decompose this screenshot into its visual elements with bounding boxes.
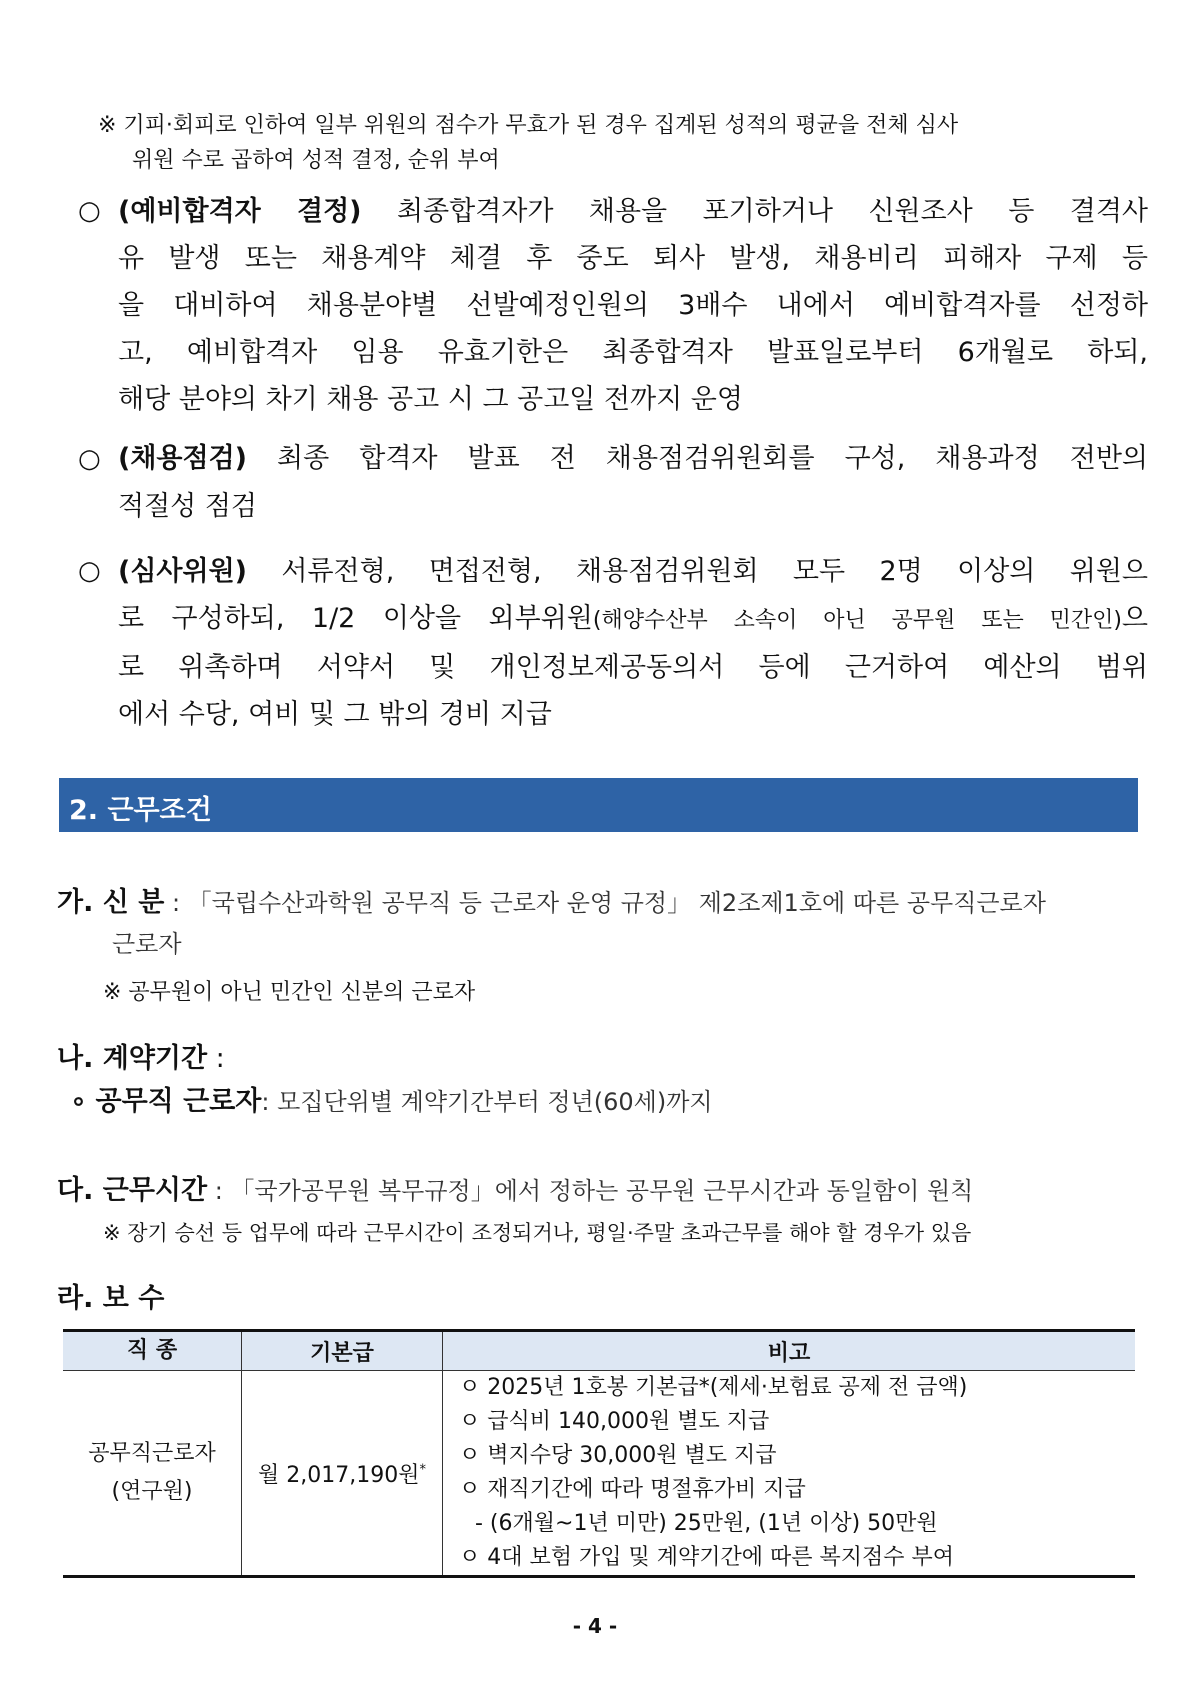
remark-subitem: - (6개월~1년 미만) 25만원, (1년 이상) 50만원 [475, 1511, 938, 1536]
remark-item: ㅇ 4대 보험 가입 및 계약기간에 따른 복지점수 부여 [459, 1545, 954, 1570]
remarks-cell [443, 1371, 1136, 1577]
job-type-cell [63, 1371, 242, 1577]
section-title: 2. 근무조건 [69, 795, 212, 826]
item-text: 최종 합격자 발표 전 채용점검위원회를 구성, 채용과정 전반의 [247, 443, 1148, 474]
subsection-label: 나. 계약기간 [57, 1043, 208, 1074]
review-committee-item [78, 548, 1148, 738]
job-type-line1: 공무직근로자 [88, 1441, 216, 1466]
subsection-text: : 「국립수산과학원 공무직 등 근로자 운영 규정」 제2조제1호에 따른 공무직근로자 [164, 889, 1046, 917]
subsection-label: 라. 보 수 [57, 1283, 165, 1314]
status-text-cont: 근로자 [112, 930, 182, 958]
subsection-label: 가. 신 분 [57, 887, 165, 918]
header-base-pay: 기본급 [242, 1331, 443, 1371]
item-text: 유 발생 또는 채용계약 체결 후 중도 퇴사 발생, 채용비리 피해자 구제 등 [118, 243, 1148, 274]
base-pay-cell [242, 1371, 443, 1577]
item-text: 을 대비하여 채용분야별 선발예정인원의 3배수 내에서 예비합격자를 선정하 [118, 290, 1148, 321]
evaluation-note [98, 108, 1138, 178]
note-line-2: 위원 수로 곱하여 성적 결정, 순위 부여 [132, 148, 500, 173]
item-text: 으 [1121, 603, 1148, 634]
hours-subsection [57, 1168, 1142, 1207]
item-text: 적절성 점검 [118, 491, 257, 522]
bullet-text: : 모집단위별 계약기간부터 정년(60세)까지 [261, 1088, 713, 1116]
remark-item: ㅇ 급식비 140,000원 별도 지급 [459, 1409, 770, 1434]
contract-bullet [70, 1079, 713, 1118]
item-small-text: (해양수산부 소속이 아닌 공무원 또는 민간인) [592, 608, 1122, 633]
item-text: 로 구성하되, 1/2 이상을 외부위원 [118, 603, 593, 634]
table-header-row [63, 1331, 1135, 1371]
item-text: 로 위촉하며 서약서 및 개인정보제공동의서 등에 근거하여 예산의 범위 [118, 652, 1148, 683]
item-text: 서류전형, 면접전형, 채용점검위원회 모두 2명 이상의 위원으 [247, 556, 1148, 587]
hiring-check-item [78, 435, 1148, 531]
base-pay-mark: * [419, 1462, 426, 1478]
subsection-text: : 「국가공무원 복무규정」에서 정하는 공무원 근무시간과 동일함이 원칙 [207, 1177, 974, 1205]
bullet-label: 공무직 근로자 [95, 1086, 262, 1117]
item-label: (채용점검) [118, 443, 248, 474]
job-type-line2: (연구원) [111, 1479, 193, 1504]
hours-note: ※ 장기 승선 등 업무에 따라 근무시간이 조정되거나, 평일·주말 초과근무를 해야 할 경우가 있음 [103, 1221, 972, 1245]
page-number: - 4 - [572, 1614, 618, 1638]
bullet-icon: ○ [78, 196, 101, 226]
status-note: ※ 공무원이 아닌 민간인 신분의 근로자 [103, 980, 476, 1005]
item-label: (예비합격자 결정) [118, 196, 362, 227]
subsection-label: 다. 근무시간 [57, 1175, 208, 1206]
pay-table [63, 1329, 1135, 1578]
item-text: 고, 예비합격자 임용 유효기한은 최종합격자 발표일로부터 6개월로 하되, [118, 337, 1148, 368]
bullet-icon: ○ [78, 556, 101, 586]
remark-item: ㅇ 재직기간에 따라 명절휴가비 지급 [459, 1477, 806, 1502]
item-text: 해당 분야의 차기 채용 공고 시 그 공고일 전까지 운영 [118, 384, 743, 415]
item-text: 에서 수당, 여비 및 그 밖의 경비 지급 [118, 699, 552, 730]
contract-subsection [57, 1036, 225, 1075]
section-header [59, 778, 1138, 832]
bullet-icon: ○ [78, 444, 101, 474]
item-label: (심사위원) [118, 556, 248, 587]
header-job-type: 직 종 [63, 1331, 242, 1371]
reserve-candidate-item [78, 188, 1148, 423]
subsection-suffix: : [207, 1043, 225, 1074]
bullet-icon: ∘ [70, 1086, 87, 1117]
header-remarks: 비고 [443, 1331, 1136, 1371]
note-line-1: ※ 기피·회피로 인하여 일부 위원의 점수가 무효가 된 경우 집계된 성적의 평균을 전체 심사 [98, 113, 959, 138]
status-subsection [57, 880, 1142, 919]
remark-item: ㅇ 벽지수당 30,000원 별도 지급 [459, 1443, 777, 1468]
remark-item: ㅇ 2025년 1호봉 기본급*(제세·보험료 공제 전 금액) [459, 1375, 968, 1400]
item-text: 최종합격자가 채용을 포기하거나 신원조사 등 결격사 [361, 196, 1148, 227]
base-pay-value: 월 2,017,190원 [258, 1462, 420, 1488]
table-row [63, 1371, 1135, 1577]
pay-subsection [57, 1276, 164, 1315]
